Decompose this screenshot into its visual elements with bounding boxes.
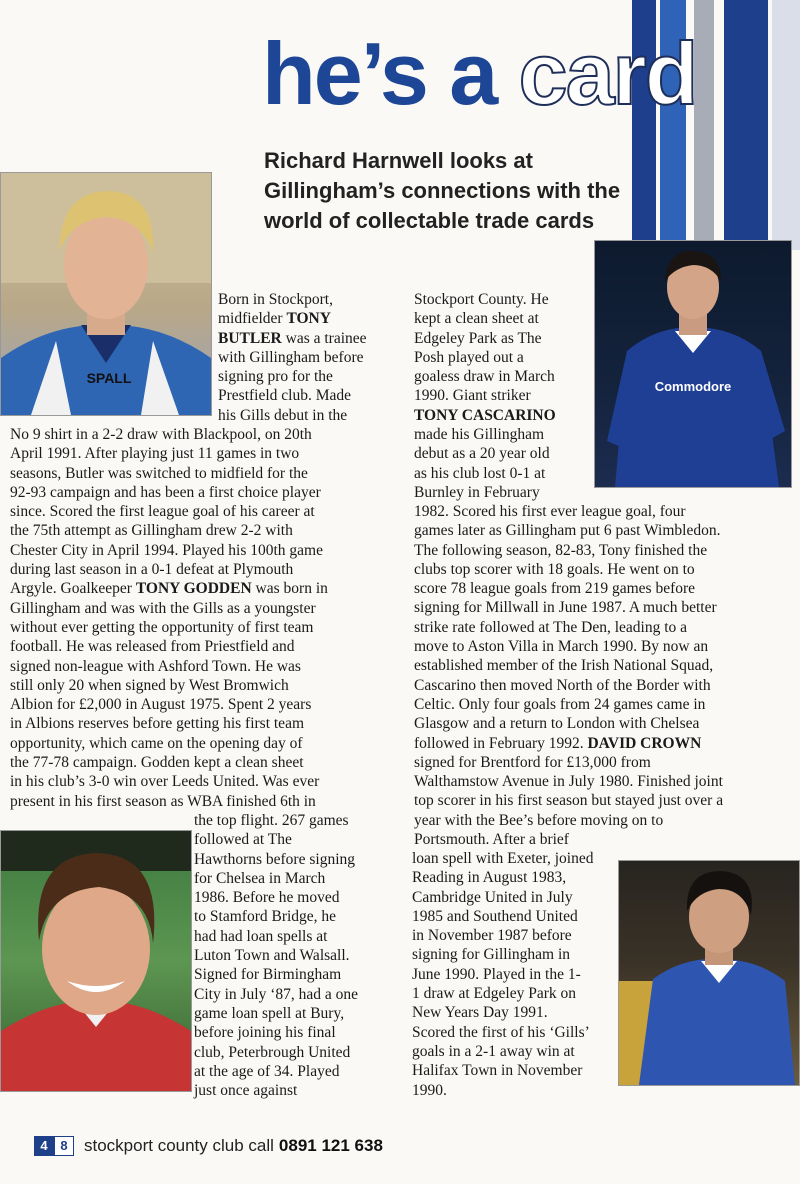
article-line: 1982. Scored his first ever league goal, four [414,503,686,520]
player-name: TONY CASCARINO [414,406,556,424]
article-line: signing for Gillingham in [412,946,571,964]
article-line: score 78 league goals from 219 games before [414,580,696,598]
article-line: year with the Bee’s before moving on to [414,811,664,829]
article-line [414,406,594,425]
shirt-sponsor-text: Commodore [654,379,732,394]
article-line: Walthamstow Avenue in July 1980. Finished joint [414,773,723,791]
article-line: football. He was released from Priestfield and [10,638,295,656]
article-line: game loan spell at Bury, [194,1004,345,1022]
article-line: without ever getting the opportunity of first team [10,618,314,636]
article-line: opportunity, which came on the opening day of [10,734,303,752]
article-line: for Chelsea in March [194,869,326,887]
page-footer [34,1136,383,1156]
article-line: his Gills debut in the [218,406,348,424]
player-name: TONY GODDEN [135,580,252,598]
article-line: the top flight. 267 games [194,812,349,829]
article-line: 92-93 campaign and has been a first choice player [10,483,321,501]
article-line: Cascarino then moved North of the Border with [414,676,711,694]
article-line: signing for Millwall in June 1987. A much better [414,599,717,617]
decorative-stripe [724,0,768,250]
article-line: clubs top scorer with 18 goals. He went on to [414,560,695,578]
article-line: midfielder TONY [218,310,331,328]
article-line: Reading in August 1983, [412,869,567,887]
article-line: Celtic. Only four goals from 24 games came in [414,695,706,713]
article-line: before joining his final [194,1024,336,1042]
article-line: move to Aston Villa in March 1990. By now an [414,638,709,656]
page-title [262,24,697,123]
article-line: top scorer in his first season but stayed just over a [414,792,724,810]
article-line: seasons, Butler was switched to midfield for the [10,464,308,482]
article-line: had had loan spells at [194,927,328,945]
article-line: with Gillingham before [218,348,364,366]
article-line: goaless draw in March [414,368,555,386]
photo-tony-butler [0,172,212,416]
decorative-stripe [694,0,714,250]
article-line: 1985 and Southend United [412,907,578,925]
article-line: Prestfield club. Made [218,387,352,405]
club-call-text: stockport county club call [84,1136,274,1155]
title-part-2: card [518,24,697,123]
article-line: Scored the first of his ‘Gills’ [412,1023,590,1041]
article-line: signed for Brentford for £13,000 from [414,753,651,771]
article-line: at the age of 34. Played [194,1062,340,1080]
article-line: Portsmouth. After a brief [414,831,569,849]
article-line: New Years Day 1991. [412,1004,548,1022]
article-line: Stockport County. He [414,291,549,308]
title-part-1: he’s a [262,24,497,123]
article-line: kept a clean sheet at [414,310,539,328]
article-line: followed in February 1992. DAVID CROWN [414,734,702,752]
article-line: 1990. [412,1081,447,1099]
article-line: Albion for £2,000 in August 1975. Spent 2 years [10,696,312,714]
article-text-block [414,290,594,502]
article-line: established member of the Irish National Squad, [414,657,714,675]
article-line: signed non-league with Ashford Town. He was [10,657,301,675]
article-line: Born in Stockport, [218,291,333,308]
article-line: loan spell with Exeter, joined [412,850,594,867]
article-text-block [218,290,388,425]
article-line: just once against [194,1082,298,1100]
phone-number: 0891 121 638 [278,1136,383,1155]
article-line: Burnley in February [414,483,540,501]
player-name: BUTLER [218,329,282,347]
article-line: debut as a 20 year old [414,445,550,463]
article-line: Posh played out a [414,348,524,366]
article-line: June 1990. Played in the 1- [412,965,581,983]
article-line: in Albions reserves before getting his first team [10,715,305,733]
article-line: the 77-78 campaign. Godden kept a clean sheet [10,754,304,772]
article-text-block [194,811,389,1100]
article-line: Luton Town and Walsall. [194,947,350,965]
article-line: Argyle. Goalkeeper TONY GODDEN was born in [10,580,328,598]
article-line: signing pro for the [218,368,333,386]
article-line: the 75th attempt as Gillingham drew 2-2 with [10,522,293,540]
shirt-sponsor-text: SPALL [86,370,132,386]
article-text-block [412,849,612,1100]
article-line: club, Peterbrough United [194,1043,351,1061]
article-line: to Stamford Bridge, he [194,908,337,926]
article-line: The following season, 82-83, Tony finished the [414,541,708,559]
photo-tony-cascarino [594,240,792,488]
article-line: present in his first season as WBA finished 6th in [10,792,316,810]
article-line: 1990. Giant striker [414,387,531,405]
article-line: Gillingham and was with the Gills as a youngster [10,599,316,617]
article-line: still only 20 when signed by West Bromwich [10,676,289,694]
article-line: Signed for Birmingham [194,966,342,984]
player-name: TONY [286,310,331,328]
article-line: as his club lost 0-1 at [414,464,546,482]
article-text-block [414,502,794,849]
article-line: Chester City in April 1994. Played his 100th game [10,541,323,559]
decorative-stripe [772,0,800,250]
article-line: 1 draw at Edgeley Park on [412,985,576,1003]
article-line: in his club’s 3-0 win over Leeds United. Was ever [10,773,320,791]
article-line: in November 1987 before [412,927,572,945]
article-line: goals in a 2-1 away win at [412,1042,575,1060]
article-line: 1986. Before he moved [194,889,340,907]
article-line: No 9 shirt in a 2-2 draw with Blackpool, on 20th [10,426,312,443]
article-line: Halifax Town in November [412,1062,583,1080]
page-number-digit: 4 [34,1136,54,1156]
article-text-block [10,425,395,811]
article-line: followed at The [194,831,292,849]
article-line: since. Scored the first league goal of his career at [10,503,315,521]
article-line: Hawthorns before signing [194,850,355,868]
article-line: BUTLER was a trainee [218,329,367,347]
photo-tony-godden [0,830,192,1092]
photo-david-crown [618,860,800,1086]
article-line: games later as Gillingham put 6 past Wimbledon. [414,522,721,540]
page-number-digit: 8 [54,1136,74,1156]
article-line: Cambridge United in July [412,888,573,906]
article-line: made his Gillingham [414,426,545,444]
article-line: Glasgow and a return to London with Chelsea [414,715,700,733]
article-line: strike rate followed at The Den, leading to a [414,618,688,636]
player-name: DAVID CROWN [587,734,702,752]
article-line: Edgeley Park as The [414,329,542,347]
article-subtitle: Richard Harnwell looks at Gillingham’s connections with the world of collectable trade cards [264,148,621,233]
article-line: April 1991. After playing just 11 games in two [10,445,300,463]
article-line: during last season in a 0-1 defeat at Plymouth [10,561,294,579]
article-line: City in July ‘87, had a one [194,985,359,1003]
